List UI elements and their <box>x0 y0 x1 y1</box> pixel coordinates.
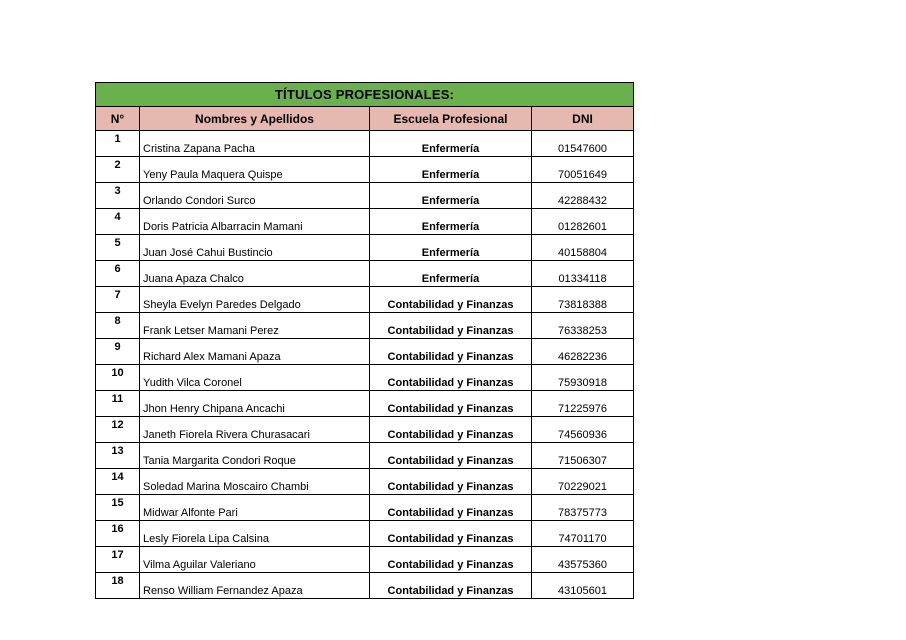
school-name: Contabilidad y Finanzas <box>370 521 532 547</box>
row-number: 18 <box>96 573 140 599</box>
row-number: 10 <box>96 365 140 391</box>
dni-value: 75930918 <box>532 365 634 391</box>
dni-value: 70051649 <box>532 157 634 183</box>
row-number: 15 <box>96 495 140 521</box>
school-name: Enfermería <box>370 235 532 261</box>
dni-value: 43105601 <box>532 573 634 599</box>
row-number: 14 <box>96 469 140 495</box>
person-name: Doris Patricia Albarracin Mamani <box>140 209 370 235</box>
school-name: Contabilidad y Finanzas <box>370 417 532 443</box>
table-row <box>96 209 634 235</box>
table-row <box>96 547 634 573</box>
row-number: 6 <box>96 261 140 287</box>
header-school: Escuela Profesional <box>370 107 532 131</box>
row-number: 12 <box>96 417 140 443</box>
row-number: 17 <box>96 547 140 573</box>
school-name: Enfermería <box>370 157 532 183</box>
row-number: 5 <box>96 235 140 261</box>
dni-value: 78375773 <box>532 495 634 521</box>
school-name: Contabilidad y Finanzas <box>370 365 532 391</box>
school-name: Contabilidad y Finanzas <box>370 443 532 469</box>
dni-value: 01547600 <box>532 131 634 157</box>
row-number: 3 <box>96 183 140 209</box>
dni-value: 43575360 <box>532 547 634 573</box>
person-name: Yudith Vilca Coronel <box>140 365 370 391</box>
table-row <box>96 495 634 521</box>
person-name: Richard Alex Mamani Apaza <box>140 339 370 365</box>
school-name: Contabilidad y Finanzas <box>370 339 532 365</box>
table-row <box>96 131 634 157</box>
person-name: Sheyla Evelyn Paredes Delgado <box>140 287 370 313</box>
table-row <box>96 469 634 495</box>
school-name: Contabilidad y Finanzas <box>370 547 532 573</box>
school-name: Enfermería <box>370 131 532 157</box>
header-row <box>96 107 634 131</box>
row-number: 1 <box>96 131 140 157</box>
dni-value: 74701170 <box>532 521 634 547</box>
person-name: Cristina Zapana Pacha <box>140 131 370 157</box>
person-name: Frank Letser Mamani Perez <box>140 313 370 339</box>
row-number: 8 <box>96 313 140 339</box>
school-name: Enfermería <box>370 209 532 235</box>
table-row <box>96 157 634 183</box>
school-name: Enfermería <box>370 183 532 209</box>
person-name: Midwar Alfonte Pari <box>140 495 370 521</box>
school-name: Contabilidad y Finanzas <box>370 495 532 521</box>
titles-sheet <box>95 82 634 599</box>
title-row <box>96 83 634 107</box>
school-name: Contabilidad y Finanzas <box>370 313 532 339</box>
header-num: N° <box>96 107 140 131</box>
table-row <box>96 573 634 599</box>
row-number: 9 <box>96 339 140 365</box>
table-row <box>96 521 634 547</box>
school-name: Contabilidad y Finanzas <box>370 469 532 495</box>
row-number: 7 <box>96 287 140 313</box>
dni-value: 73818388 <box>532 287 634 313</box>
dni-value: 71225976 <box>532 391 634 417</box>
row-number: 2 <box>96 157 140 183</box>
dni-value: 46282236 <box>532 339 634 365</box>
school-name: Enfermería <box>370 261 532 287</box>
person-name: Renso William Fernandez Apaza <box>140 573 370 599</box>
table-row <box>96 287 634 313</box>
table-row <box>96 365 634 391</box>
table-row <box>96 183 634 209</box>
dni-value: 42288432 <box>532 183 634 209</box>
person-name: Juana Apaza Chalco <box>140 261 370 287</box>
table-row <box>96 443 634 469</box>
table-row <box>96 391 634 417</box>
row-number: 4 <box>96 209 140 235</box>
dni-value: 01282601 <box>532 209 634 235</box>
person-name: Janeth Fiorela Rivera Churasacari <box>140 417 370 443</box>
person-name: Lesly Fiorela Lipa Calsina <box>140 521 370 547</box>
school-name: Contabilidad y Finanzas <box>370 573 532 599</box>
table-row <box>96 417 634 443</box>
school-name: Contabilidad y Finanzas <box>370 287 532 313</box>
person-name: Orlando Condori Surco <box>140 183 370 209</box>
person-name: Jhon Henry Chipana Ancachi <box>140 391 370 417</box>
row-number: 13 <box>96 443 140 469</box>
table-row <box>96 339 634 365</box>
school-name: Contabilidad y Finanzas <box>370 391 532 417</box>
table-row <box>96 235 634 261</box>
table-row <box>96 261 634 287</box>
header-name: Nombres y Apellidos <box>140 107 370 131</box>
person-name: Vilma Aguilar Valeriano <box>140 547 370 573</box>
person-name: Yeny Paula Maquera Quispe <box>140 157 370 183</box>
dni-value: 74560936 <box>532 417 634 443</box>
dni-value: 76338253 <box>532 313 634 339</box>
row-number: 16 <box>96 521 140 547</box>
table-row <box>96 313 634 339</box>
header-dni: DNI <box>532 107 634 131</box>
dni-value: 01334118 <box>532 261 634 287</box>
titles-table <box>95 82 634 599</box>
table-title: TÍTULOS PROFESIONALES: <box>96 83 634 107</box>
dni-value: 70229021 <box>532 469 634 495</box>
dni-value: 71506307 <box>532 443 634 469</box>
person-name: Tania Margarita Condori Roque <box>140 443 370 469</box>
person-name: Soledad Marina Moscairo Chambi <box>140 469 370 495</box>
person-name: Juan José Cahui Bustincio <box>140 235 370 261</box>
row-number: 11 <box>96 391 140 417</box>
dni-value: 40158804 <box>532 235 634 261</box>
